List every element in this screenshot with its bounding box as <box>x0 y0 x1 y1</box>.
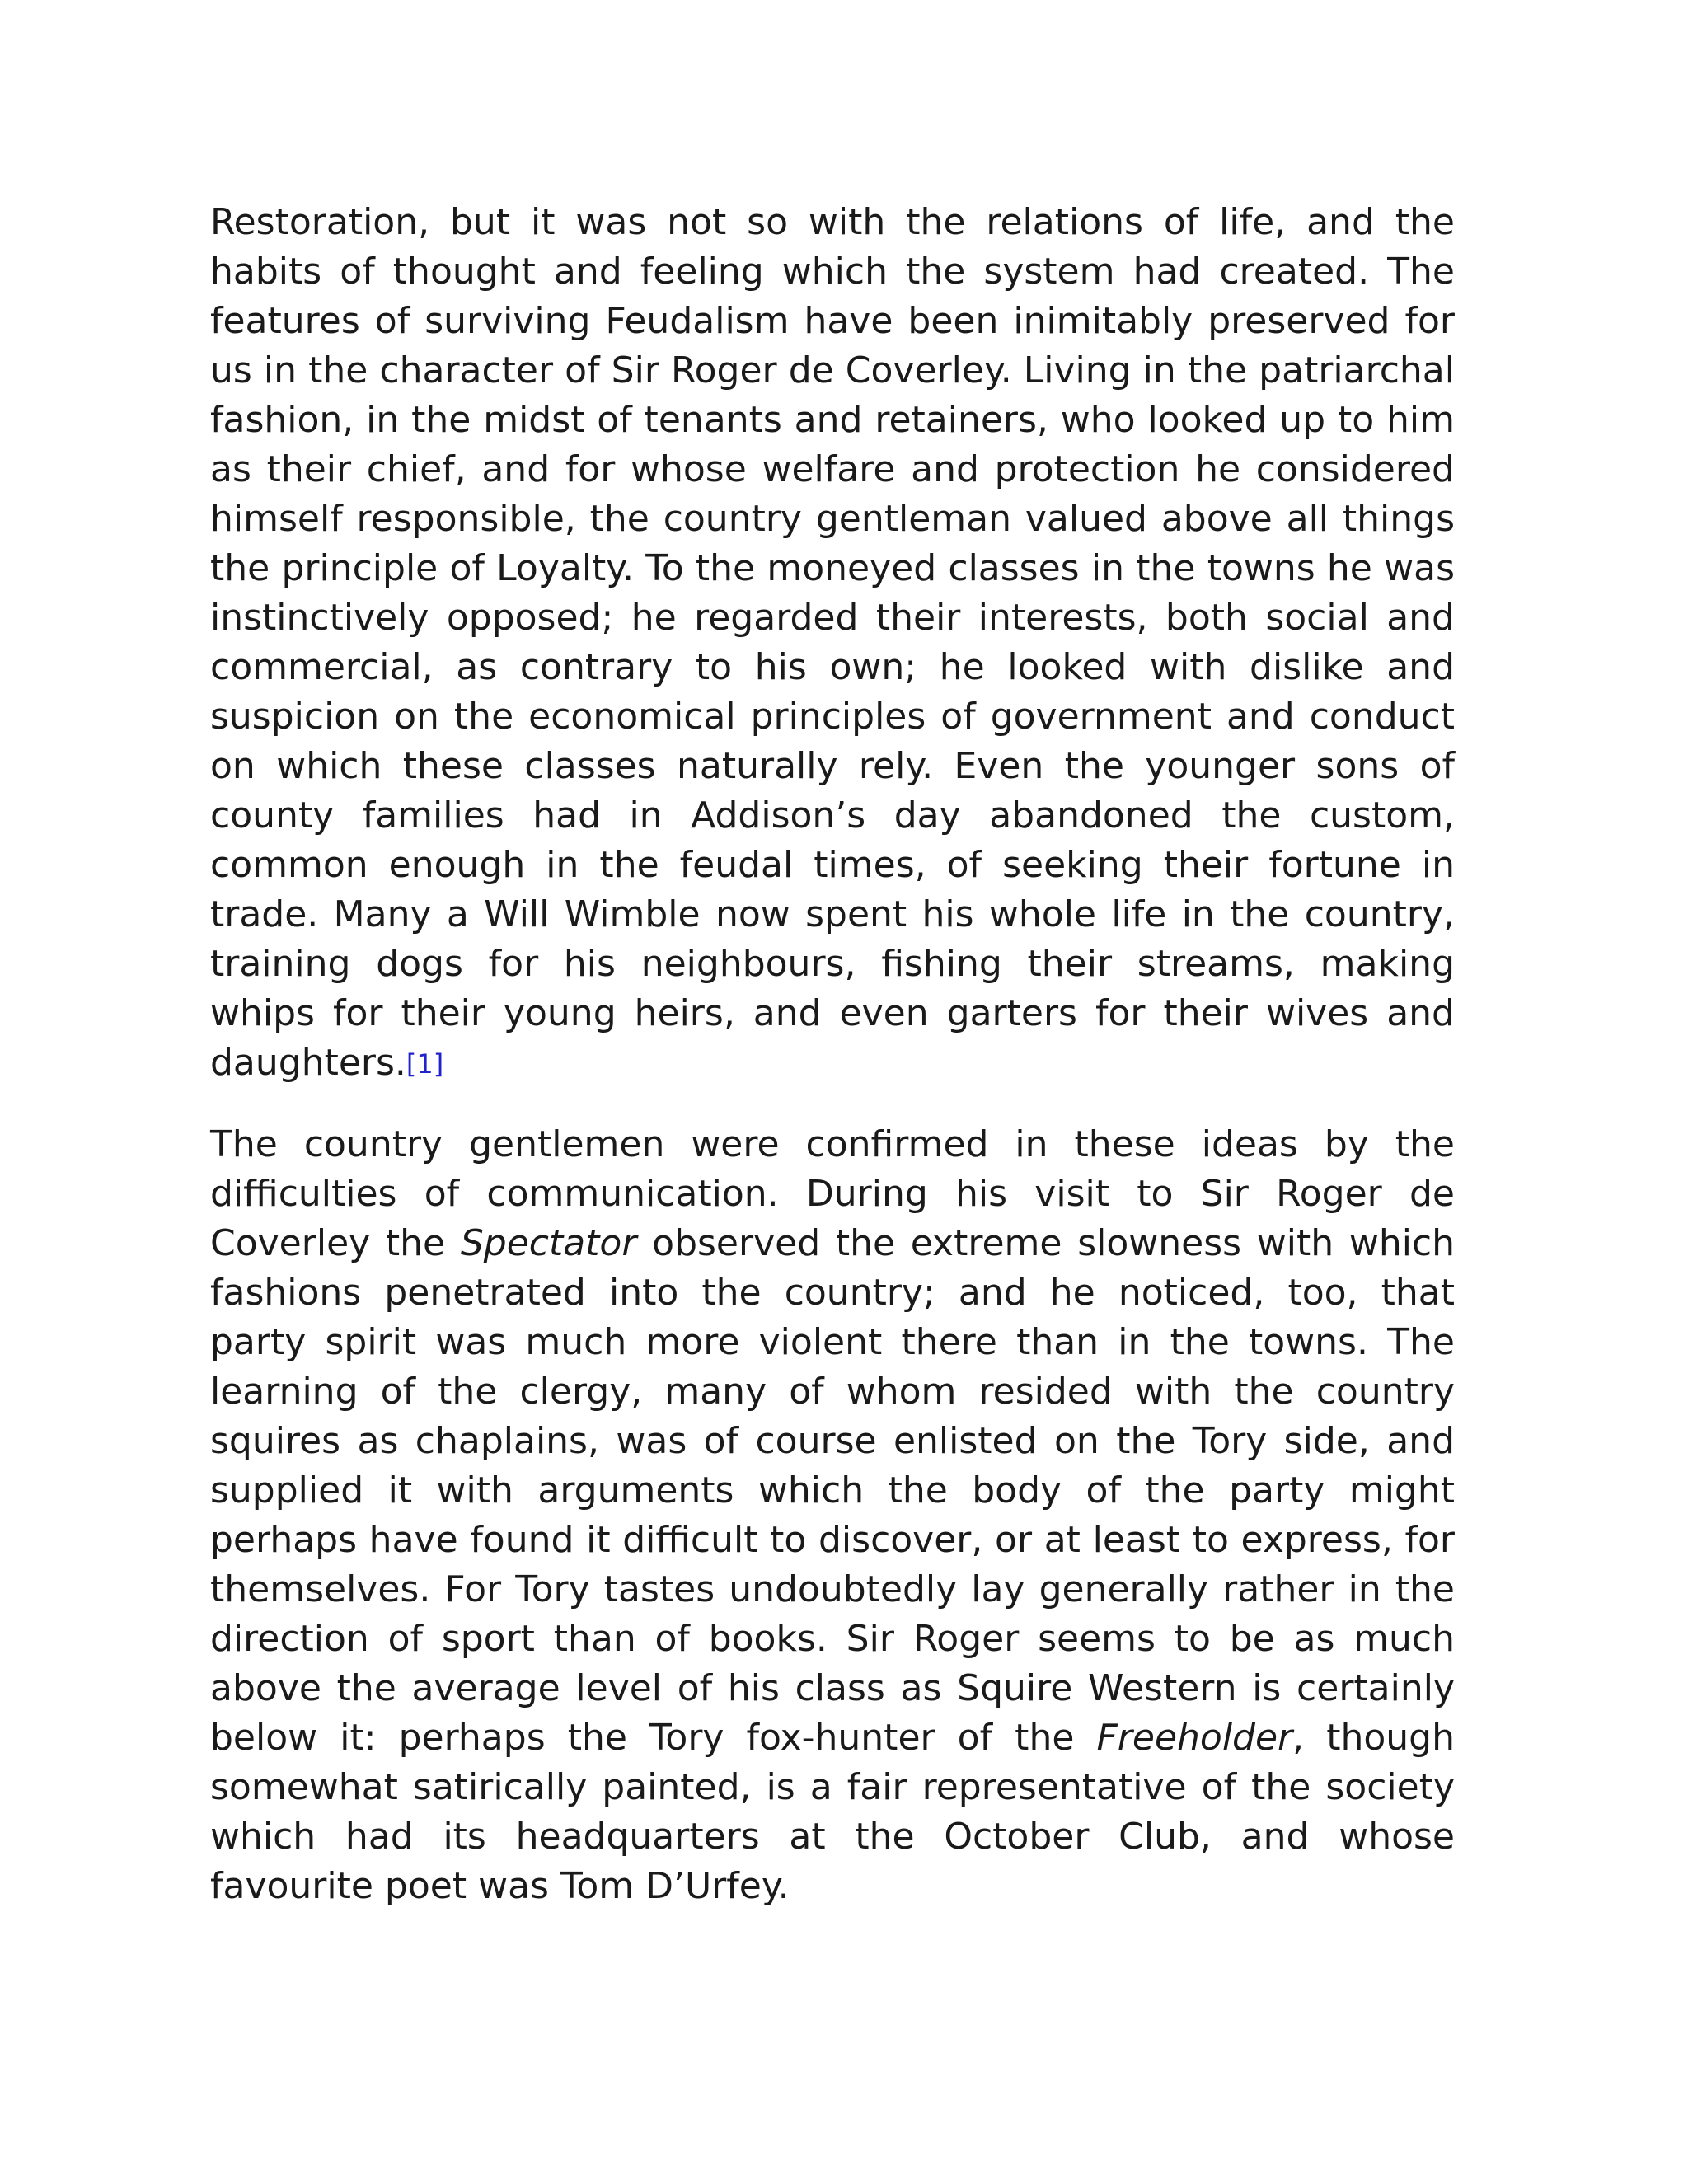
paragraph-2-text-2: observed the extreme slowness with which fashions penetrated into the country; and he noticed, too, that party spirit was much more violent there than in the towns. The learning of the clergy, many of whom resided with the country squires as chaplains, was of course enlisted on the Tory side, and supplied it with arguments which the body of the party might perhaps have found it difficult to discover, or at least to express, for themselves. For Tory tastes undoubtedly lay generally rather in the direction of sport than of books. Sir Roger seems to be as much above the average level of his class as Squire Western is certainly below it: perhaps the Tory fox-hunter of the <box>210 1222 1456 1759</box>
freeholder-title: Freeholder <box>1096 1717 1293 1759</box>
paragraph-2-text-1: The country gentlemen were confirmed in these ideas by the difficulties of communication. During his visit to Sir Roger de Coverley the <box>210 1123 1455 1264</box>
paragraph-1 <box>210 198 1455 1090</box>
paragraph-2-text-3: , though somewhat satirically painted, is a fair representative of the society which had its headquarters at the October Club, and whose favourite poet was Tom D’Urfey. <box>210 1717 1455 1907</box>
footnote-link[interactable]: [1] <box>406 1048 444 1080</box>
paragraph-1-text: Restoration, but it was not so with the relations of life, and the habits of thought and feeling which the system had created. The features of surviving Feudalism have been inimitably preserved for us in the character of Sir Roger de Coverley. Living in the patriarchal fashion, in the midst of tenants and retainers, who looked up to him as their chief, and for whose welfare and protection he considered himself responsible, the country gentleman valued above all things the principle of Loyalty. To the moneyed classes in the towns he was instinctively opposed; he regarded their interests, both social and commercial, as contrary to his own; he looked with dislike and suspicion on the economical principles of government and conduct on which these classes naturally rely. Even the younger sons of county families had in Addison’s day abandoned the custom, common enough in the feudal times, of seeking their fortune in trade. Many a Will Wimble now spent his whole life in the country, training dogs for his neighbours, fishing their streams, making whips for their young heirs, and even garters for their wives and daughters. <box>210 201 1455 1084</box>
paragraph-2 <box>210 1120 1455 1911</box>
page-body <box>210 198 1455 1911</box>
spectator-title: Spectator <box>460 1222 637 1264</box>
